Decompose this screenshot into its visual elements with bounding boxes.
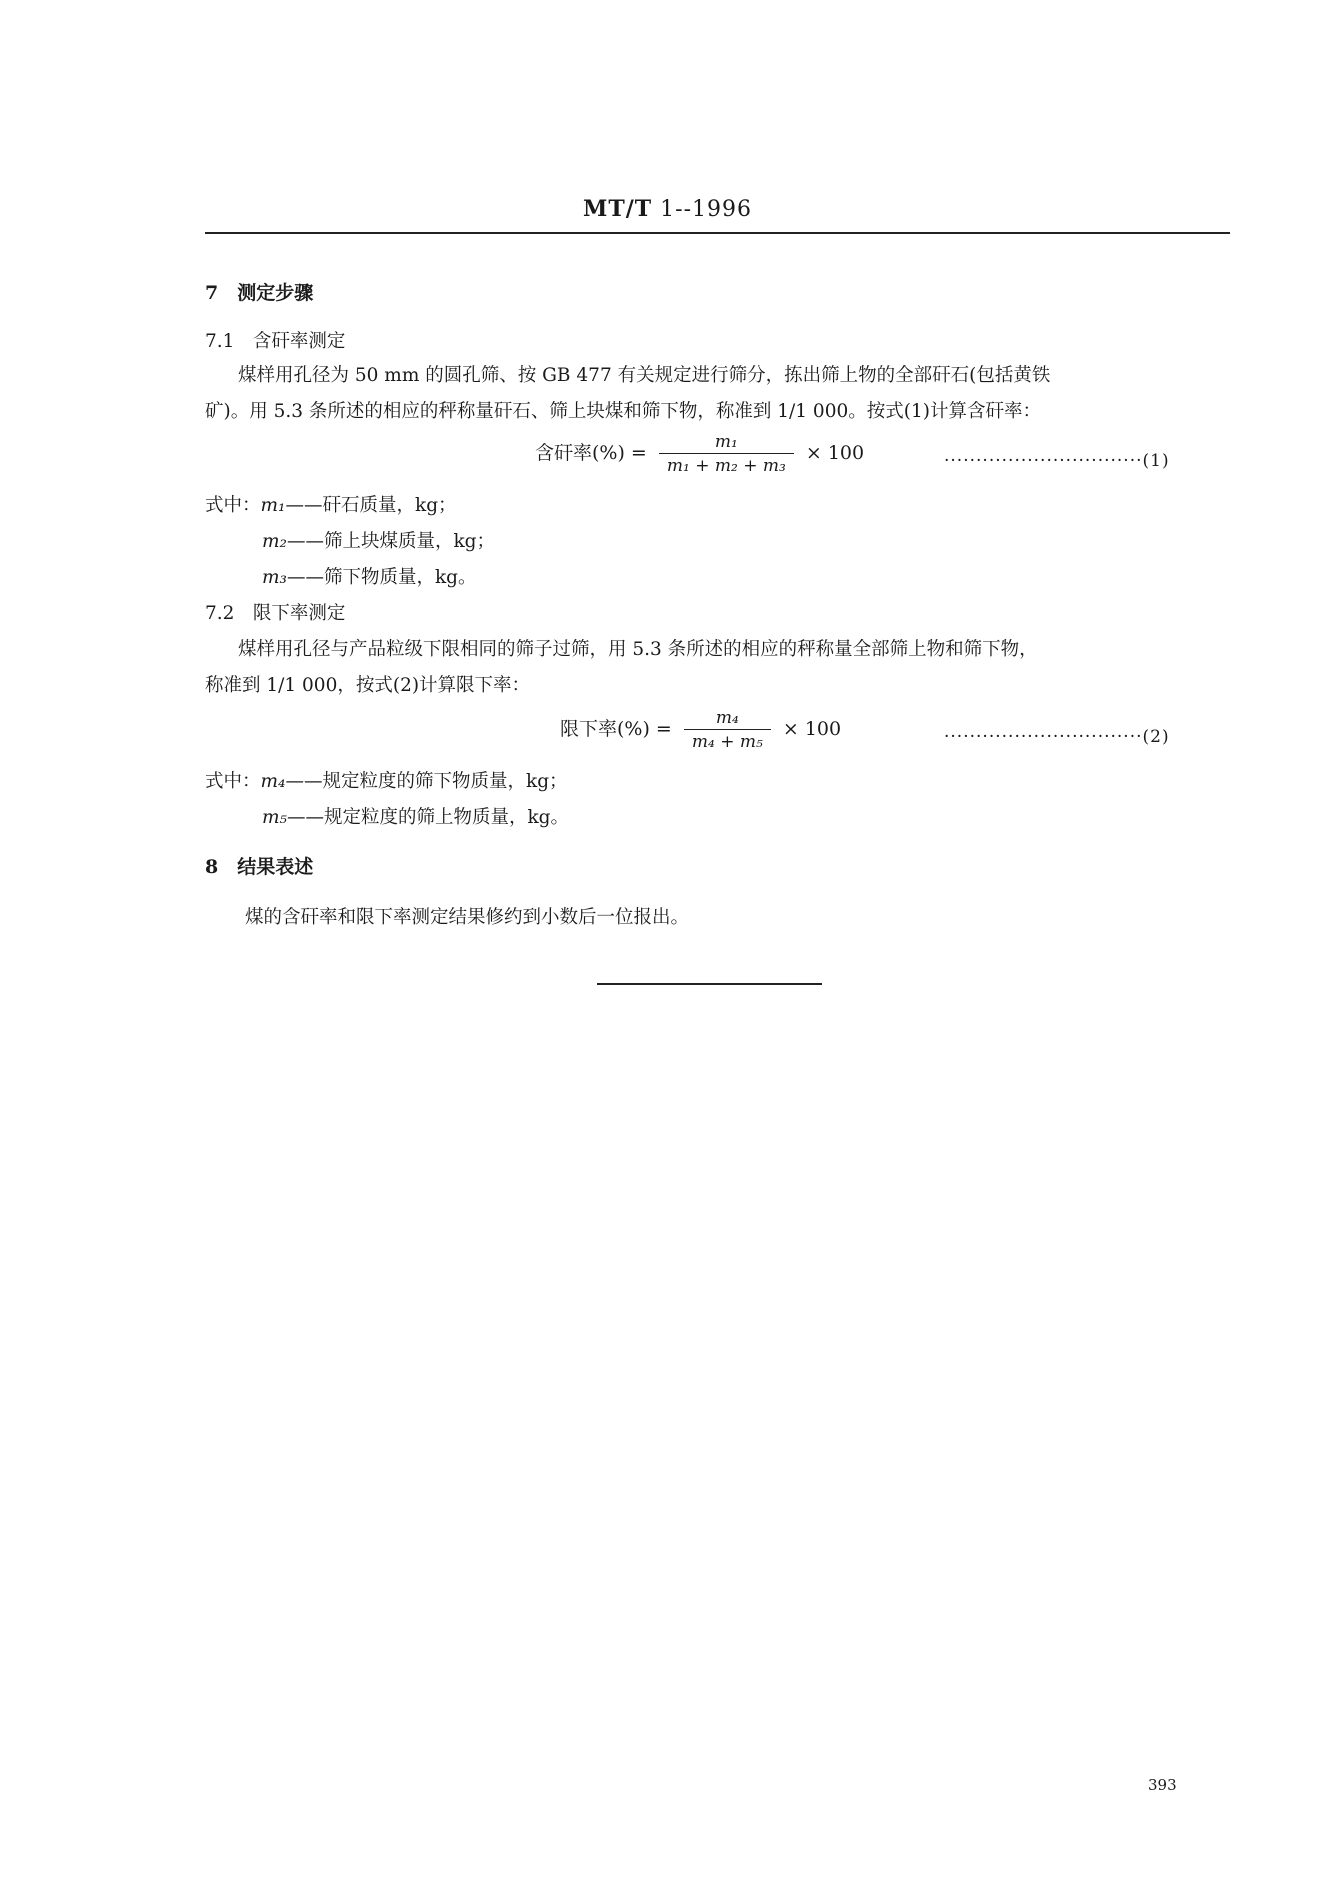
formula-2-denominator: m₄ + m₅ bbox=[691, 732, 763, 752]
standard-number: 1--1996 bbox=[660, 197, 752, 222]
formula-1-denominator: m₁ + m₂ + m₃ bbox=[666, 456, 786, 476]
formula-1-number: (1) bbox=[1142, 451, 1170, 471]
end-of-standard-rule bbox=[597, 983, 822, 985]
standard-code: MT/T bbox=[583, 196, 653, 222]
formula-1-tail: × 100 bbox=[805, 442, 865, 464]
section-7-2-heading: 7.2 限下率测定 bbox=[205, 603, 346, 624]
formula-1-numerator: m₁ bbox=[659, 432, 794, 454]
formula-2-leader: ·······························(2) bbox=[944, 727, 1170, 747]
formula-1-lhs: 含矸率(%) = bbox=[535, 442, 647, 464]
where-1-desc-3: ——筛下物质量，kg。 bbox=[286, 567, 477, 588]
section-7-heading: 7 测定步骤 bbox=[205, 282, 314, 304]
formula-2 bbox=[560, 708, 841, 752]
formula-1-leader: ·······························(1) bbox=[944, 451, 1170, 471]
where-1-row-2 bbox=[262, 526, 495, 558]
page-number: 393 bbox=[1148, 1776, 1177, 1794]
formula-2-numerator: m₄ bbox=[684, 708, 771, 730]
section-7-2-paragraph-line2: 称准到 1/1 000，按式(2)计算限下率： bbox=[205, 675, 531, 696]
where-1-row-1 bbox=[205, 490, 457, 522]
where-1-desc-1: ——矸石质量，kg； bbox=[285, 495, 457, 516]
where-1-symbol-3: m₃ bbox=[262, 567, 287, 588]
section-7-2-paragraph-line1: 煤样用孔径与产品粒级下限相同的筛子过筛，用 5.3 条所述的相应的秤称量全部筛上物和筛下物， bbox=[238, 639, 1038, 660]
formula-2-tail: × 100 bbox=[782, 718, 842, 740]
section-8-heading: 8 结果表述 bbox=[205, 856, 314, 878]
formula-1 bbox=[535, 432, 864, 476]
header-rule bbox=[205, 232, 1230, 234]
where-1-desc-2: ——筛上块煤质量，kg； bbox=[286, 531, 496, 552]
where-1-symbol-2: m₂ bbox=[262, 531, 287, 552]
where-2-label: 式中： bbox=[205, 771, 261, 792]
formula-2-fraction bbox=[684, 708, 771, 752]
running-header bbox=[0, 196, 1335, 222]
section-7-1-heading: 7.1 含矸率测定 bbox=[205, 331, 346, 352]
where-1-row-3 bbox=[262, 562, 477, 594]
where-2-row-2 bbox=[262, 802, 569, 834]
where-2-symbol-2: m₅ bbox=[262, 807, 287, 828]
formula-1-fraction bbox=[659, 432, 794, 476]
formula-2-lhs: 限下率(%) = bbox=[560, 718, 672, 740]
where-1-symbol-1: m₁ bbox=[260, 495, 286, 516]
section-7-1-paragraph-line2: 矿)。用 5.3 条所述的相应的秤称量矸石、筛上块煤和筛下物，称准到 1/1 000。按式(1)计算含矸率： bbox=[205, 401, 1041, 422]
where-2-desc-1: ——规定粒度的筛下物质量，kg； bbox=[285, 771, 568, 792]
where-1-label: 式中： bbox=[205, 495, 261, 516]
section-8-paragraph: 煤的含矸率和限下率测定结果修约到小数后一位报出。 bbox=[245, 907, 690, 928]
where-2-symbol-1: m₄ bbox=[260, 771, 286, 792]
section-7-1-paragraph-line1: 煤样用孔径为 50 mm 的圆孔筛、按 GB 477 有关规定进行筛分，拣出筛上物的全部矸石(包括黄铁 bbox=[238, 365, 1051, 386]
where-2-desc-2: ——规定粒度的筛上物质量，kg。 bbox=[286, 807, 570, 828]
formula-2-number: (2) bbox=[1142, 727, 1170, 747]
where-2-row-1 bbox=[205, 766, 568, 798]
